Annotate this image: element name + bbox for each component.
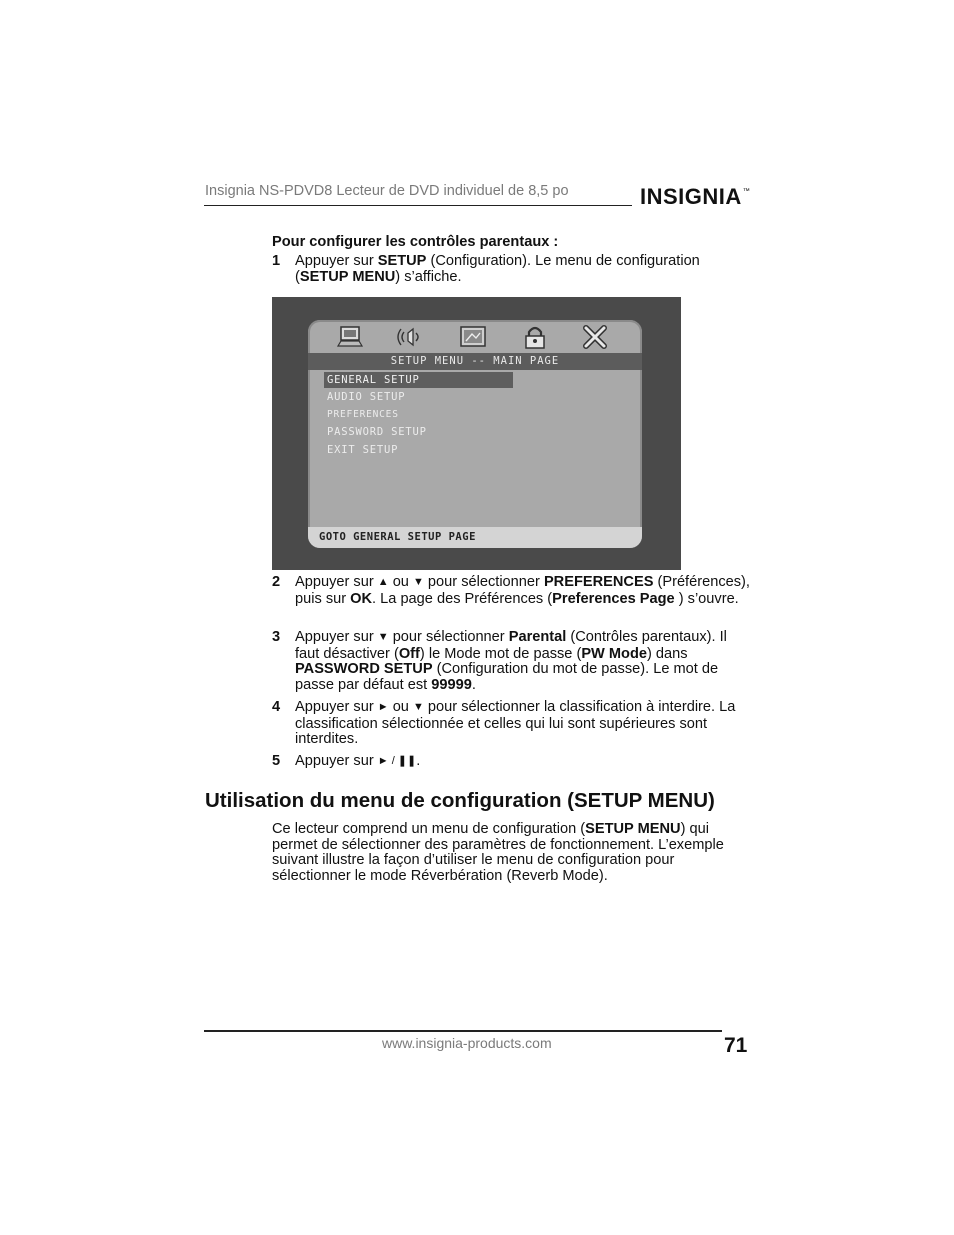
preferences-icon — [458, 324, 488, 350]
down-arrow-icon: ▼ — [412, 701, 424, 713]
audio-setup-icon — [396, 324, 426, 350]
step-text: Appuyer sur SETUP (Configuration). Le menu de configuration (SETUP MENU) s’affiche. — [295, 253, 700, 285]
step-text: Appuyer sur ▲ ou ▼ pour sélectionner PREFERENCES (Préférences), puis sur OK. La page des Préférences (Preferences Page ) s’ouvre. — [295, 574, 750, 607]
menu-item-general-setup[interactable]: GENERAL SETUP — [324, 372, 513, 388]
footer-url: www.insignia-products.com — [382, 1035, 552, 1051]
page-number: 71 — [724, 1034, 748, 1057]
header-rule — [204, 205, 632, 206]
section-paragraph: Ce lecteur comprend un menu de configuration (SETUP MENU) qui permet de sélectionner des paramètres de fonctionnement. L’exemple suivant illustre la façon d’utiliser le menu de configuration pour sélectionner le mode Réverbération (Reverb Mode). — [272, 821, 724, 884]
procedure-heading: Pour configurer les contrôles parentaux : — [272, 234, 559, 250]
up-arrow-icon: ▲ — [377, 576, 389, 588]
general-setup-icon — [336, 324, 366, 350]
menu-item-preferences[interactable]: PREFERENCES — [327, 409, 399, 420]
step-number: 4 — [272, 699, 281, 715]
step-number: 1 — [272, 253, 281, 269]
menu-item-exit-setup[interactable]: EXIT SETUP — [327, 444, 399, 456]
menu-item-audio-setup[interactable]: AUDIO SETUP — [327, 391, 406, 403]
setup-menu-panel — [308, 320, 642, 548]
password-lock-icon — [520, 324, 550, 350]
running-header: Insignia NS-PDVD8 Lecteur de DVD individuel de 8,5 po — [205, 183, 569, 199]
exit-x-icon — [580, 324, 610, 350]
play-pause-icon: ► / ❚❚ — [377, 755, 417, 767]
insignia-logo: INSIGNIA™ — [640, 184, 751, 209]
menu-icon-row — [308, 320, 642, 354]
step-number: 5 — [272, 753, 281, 769]
menu-item-password-setup[interactable]: PASSWORD SETUP — [327, 426, 427, 438]
down-arrow-icon: ▼ — [412, 576, 424, 588]
down-arrow-icon: ▼ — [377, 631, 389, 643]
step-text: Appuyer sur ► ou ▼ pour sélectionner la classification à interdire. La classification sélectionnée et celles qui lui sont supérieures sont interdites. — [295, 699, 736, 748]
footer-rule — [204, 1030, 722, 1032]
step-number: 2 — [272, 574, 281, 590]
menu-status-bar: GOTO GENERAL SETUP PAGE — [308, 527, 642, 548]
menu-title-bar: SETUP MENU -- MAIN PAGE — [308, 353, 642, 370]
right-arrow-icon: ► — [377, 701, 389, 713]
step-text: Appuyer sur ▼ pour sélectionner Parental (Contrôles parentaux). Il faut désactiver (Off) le Mode mot de passe (PW Mode) dans PASSWORD SETUP (Configuration du mot de passe). Le mot de passe par défaut est 99999. — [295, 629, 727, 693]
step-text: Appuyer sur ► / ❚❚. — [295, 753, 421, 769]
setup-menu-screenshot — [272, 297, 681, 570]
step-number: 3 — [272, 629, 281, 645]
section-heading: Utilisation du menu de configuration (SETUP MENU) — [205, 789, 715, 812]
